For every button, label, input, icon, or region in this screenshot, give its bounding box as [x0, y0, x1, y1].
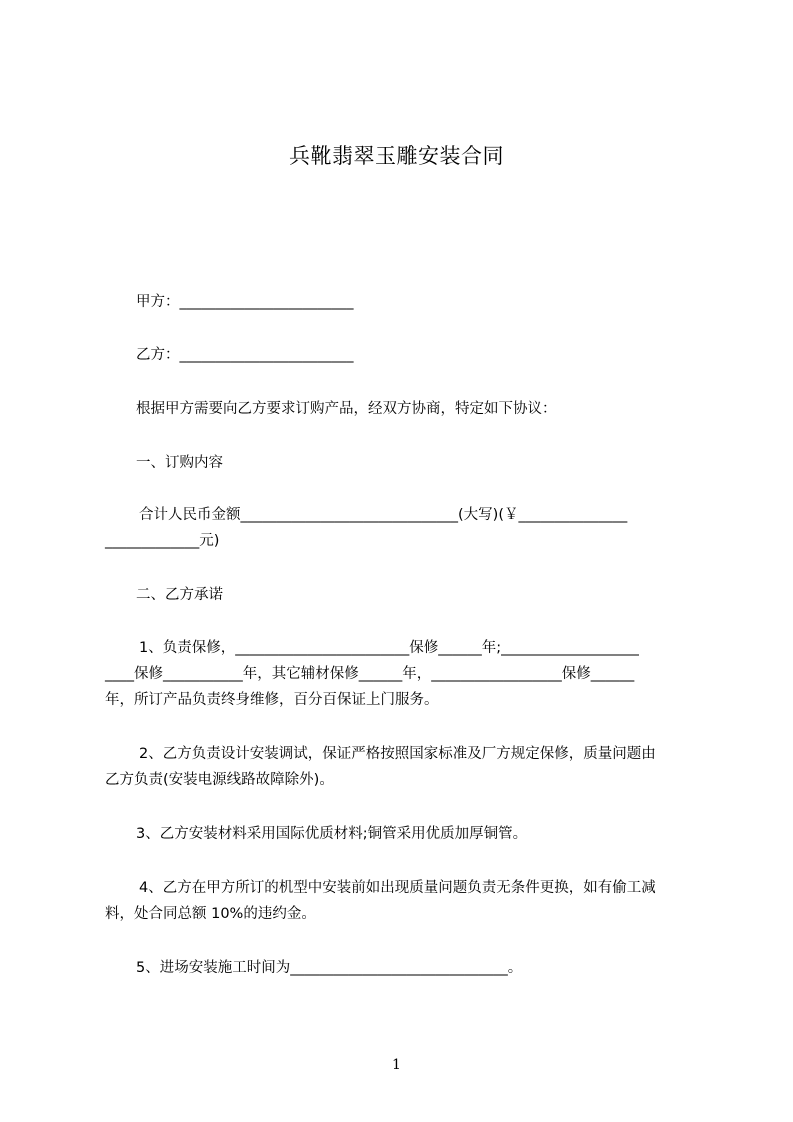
- party-b-line: 乙方：________________________: [136, 347, 354, 363]
- item1-line-2: ____保修___________年，其它辅材保修______年，__________________保修______: [105, 666, 635, 682]
- amount-line-2: _____________元): [105, 533, 220, 549]
- section1-heading: 一、订购内容: [136, 455, 223, 471]
- page-number: 1: [392, 1057, 401, 1073]
- item5-line-1: 5、进场安装施工时间为______________________________。: [136, 960, 523, 976]
- section2-heading: 二、乙方承诺: [136, 587, 223, 603]
- party-a-line: 甲方：________________________: [136, 294, 354, 310]
- item4-line-2: 料，处合同总额 10%的违约金。: [105, 906, 316, 922]
- amount-line-1: 合计人民币金额______________________________(大写)(￥_______________: [139, 507, 628, 523]
- document-title: 兵靴翡翠玉雕安装合同: [289, 144, 504, 168]
- intro-paragraph: 根据甲方需要向乙方要求订购产品，经双方协商，特定如下协议：: [136, 401, 557, 417]
- item1-line-3: 年，所订产品负责终身维修，百分百保证上门服务。: [105, 692, 439, 708]
- item4-line-1: 4、乙方在甲方所订的机型中安装前如出现质量问题负责无条件更换，如有偷工减: [139, 880, 656, 896]
- item2-line-2: 乙方负责(安装电源线路故障除外)。: [105, 772, 334, 788]
- item2-line-1: 2、乙方负责设计安装调试，保证严格按照国家标准及厂方规定保修，质量问题由: [139, 746, 656, 762]
- item1-line-1: 1、负责保修，________________________保修______年;___________________: [139, 640, 639, 656]
- item3-line-1: 3、乙方安装材料采用国际优质材料;铜管采用优质加厚铜管。: [136, 826, 528, 842]
